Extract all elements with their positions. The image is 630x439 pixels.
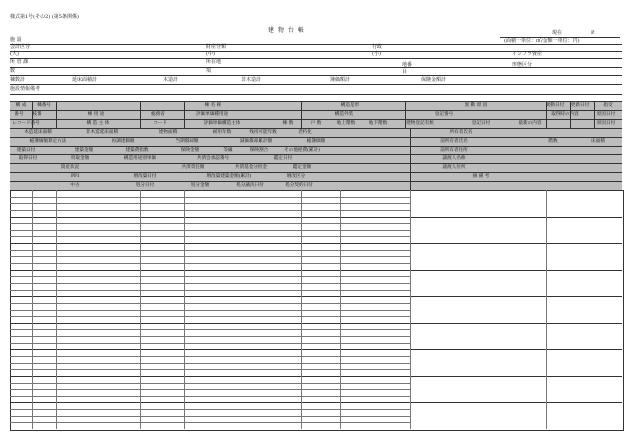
header-rule (10, 163, 622, 164)
page-number-label: P. (591, 30, 595, 36)
header-rule (10, 110, 622, 111)
column-header-cell: 前所有者住所 (440, 147, 468, 153)
column-header-cell: 登記日付 (471, 120, 491, 126)
column-header-cell: 帳簿価額 (306, 138, 326, 144)
header-rule (10, 137, 622, 138)
column-header-cell: 前所有者氏名 (440, 138, 468, 144)
column-header-cell: 構 成 (15, 103, 27, 108)
column-header-cell: 摘 備 考 (472, 174, 490, 180)
column-header-cell: 最新の内容 (518, 120, 542, 126)
row-rule (10, 290, 410, 291)
column-header-cell: 鑑定金額 (292, 165, 312, 171)
column-header-cell: 建物登記有無 (406, 120, 434, 126)
location-label: 所在地 (206, 59, 222, 65)
column-header-cell: 資産状況 (60, 165, 80, 171)
column-header-cell: 指受 (603, 103, 613, 108)
column-header-cell: 原因日付 (596, 111, 616, 117)
row-rule (10, 363, 410, 364)
column-header-cell: 構造是形 (340, 103, 360, 108)
row-rule (10, 276, 410, 277)
row-rule (10, 389, 410, 390)
column-header-cell: 等級 (223, 147, 233, 153)
row-rule (10, 336, 410, 337)
form-id: 様式第1号(その2) (第5条関係) (10, 14, 79, 20)
row-rule (10, 223, 410, 224)
column-header-cell: 建築費指数 (125, 147, 149, 153)
row-rule (10, 343, 410, 344)
infra-asset-label: インフラ資産 (512, 51, 543, 57)
column-header-cell: コード (153, 120, 167, 126)
column-header-cell: 原因日付 (596, 120, 616, 126)
column-header-cell: 増改築日付 (133, 174, 157, 180)
column-header-cell: 共済基金分担金 (234, 165, 268, 171)
header-divider (405, 101, 406, 128)
class-large: (大) (10, 51, 19, 57)
column-header-cell: 減価償却累計額 (239, 138, 273, 144)
row-rule (10, 210, 410, 211)
row-rule (10, 283, 410, 284)
column-header-cell: 建築金額 (74, 147, 94, 153)
sub-item-label: 目 (402, 69, 408, 75)
class-medium: (中) (206, 51, 215, 57)
column-header-cell: 登記番号 (434, 111, 454, 117)
facility-label: 施 設 (10, 37, 22, 43)
header-rule (10, 181, 622, 182)
row-rule (10, 303, 410, 304)
block-rule (10, 349, 622, 350)
building-count-total: 棟数計 (10, 77, 26, 83)
row-rule (10, 250, 410, 251)
row-rule (10, 416, 410, 417)
column-header-cell: 棟 名 称 (204, 103, 222, 108)
column-header-cell: 床面積 (591, 138, 605, 144)
header-divider (56, 101, 57, 128)
column-header-cell: 処分議決日付 (236, 183, 264, 189)
header-divider (32, 101, 33, 128)
column-header-cell: 譲渡人名称 (442, 156, 466, 162)
column-divider (340, 190, 341, 429)
row-rule (10, 329, 410, 330)
column-header-cell: 異 動 原 因 (464, 103, 488, 108)
column-header-cell: 評価単価種用途 (195, 111, 229, 117)
block-rule (10, 217, 622, 218)
column-header-cell: 保険割合 (249, 147, 269, 153)
column-header-cell: 共済責任額 (181, 165, 205, 171)
column-header-cell: 地上階数 (336, 120, 356, 126)
form-type-label: 形態区分 (512, 62, 533, 68)
row-rule (10, 409, 410, 410)
header-divider (546, 101, 547, 128)
column-header-cell: 棟番号 (37, 103, 51, 108)
column-header-cell: 処分日付 (135, 183, 155, 189)
column-header-cell: 増改区分 (286, 174, 306, 180)
column-header-cell: 取得日付 (18, 156, 38, 162)
row-rule (10, 316, 410, 317)
header-divider (301, 101, 302, 128)
column-header-grid (10, 101, 622, 190)
column-header-cell: 異動日付 (545, 103, 565, 108)
department-label: 所 管 課 (10, 59, 29, 65)
non-wooden-total: 非木造計 (241, 77, 262, 83)
row-rule (10, 203, 410, 204)
column-header-cell: 所有者氏名 (449, 129, 473, 135)
row-rule (10, 310, 410, 311)
column-header-cell: 地下階数 (368, 120, 388, 126)
column-header-cell: 増改築建築金額(累計) (206, 174, 252, 180)
column-header-cell: 階数 (548, 138, 558, 144)
row-rule (10, 383, 410, 384)
header-divider (594, 101, 595, 128)
header-rule (10, 146, 622, 147)
column-header-cell: 共済会承認番号 (196, 156, 230, 162)
block-rule (10, 323, 622, 324)
header-divider (184, 101, 185, 128)
column-header-cell: 木造延床面積 (24, 129, 52, 135)
column-divider (546, 190, 547, 429)
column-header-cell: 譲渡人住所 (442, 165, 466, 171)
column-header-cell: 番号 (14, 111, 24, 117)
column-header-cell: 中古 (70, 183, 80, 189)
column-header-cell: 非木造延床面積 (85, 129, 119, 135)
column-divider (301, 190, 302, 429)
column-header-cell: 当期償却額 (175, 138, 199, 144)
column-header-cell: 老朽化 (298, 129, 312, 135)
header-rule (10, 154, 622, 155)
register-body (10, 190, 622, 429)
column-divider (140, 190, 141, 429)
column-header-cell: 再調達価額 (111, 138, 135, 144)
column-divider (410, 190, 411, 429)
item-label: 項 (206, 68, 212, 74)
row-rule (10, 396, 410, 397)
column-header-cell: 耐用年数 (212, 129, 232, 135)
header-divider (140, 101, 141, 128)
property-class-label: 財産分類 (206, 44, 227, 50)
admin-label: 行政 (372, 44, 383, 50)
column-header-cell: 戸 数 (310, 120, 322, 126)
column-header-cell: 建築日付 (16, 147, 36, 153)
block-rule (10, 190, 622, 191)
column-header-cell: 保険金額 (180, 147, 200, 153)
column-header-cell: 評価単価構造主体 (203, 120, 241, 126)
block-rule (10, 402, 622, 403)
row-rule (10, 197, 410, 198)
header-rule (10, 119, 622, 120)
column-header-cell: その他経費(累計) (284, 147, 320, 153)
header-rule (10, 101, 622, 102)
column-header-cell: 鑑定日付 (273, 156, 293, 162)
column-header-cell: 更新日付 (570, 103, 590, 108)
block-rule (10, 270, 622, 271)
block-rule (10, 296, 622, 297)
column-header-cell: 棟 用 途 (87, 111, 105, 117)
column-divider (184, 190, 185, 429)
column-header-cell: 残用可能年数 (249, 129, 277, 135)
column-header-cell: PFI (70, 174, 80, 180)
accounting-label: 会計区分 (10, 44, 31, 50)
row-rule (10, 369, 410, 370)
column-header-cell: 枝番 (32, 111, 42, 117)
block-rule (10, 243, 622, 244)
row-rule (10, 263, 410, 264)
floor-area-total: 延床面積計 (72, 77, 98, 83)
column-header-cell: 取得時の内容 (551, 111, 579, 117)
column-divider (56, 190, 57, 429)
lot-number-label: 地番 (402, 62, 413, 68)
column-header-cell: 処分契約日付 (285, 183, 313, 189)
row-rule (10, 422, 410, 423)
row-rule (10, 356, 410, 357)
facility-notes-label: 施設情報備考 (10, 86, 41, 92)
column-header-cell: 構造用途別単価 (123, 156, 157, 162)
column-divider (32, 190, 33, 429)
column-header-cell: 処分金額 (190, 183, 210, 189)
column-header-cell: 帳簿価額算定方法 (29, 138, 67, 144)
header-divider (410, 128, 411, 190)
column-header-cell: 構 造 主 体 (86, 120, 110, 126)
block-rule (10, 376, 622, 377)
count-label: 数 (10, 68, 16, 74)
as-of-label: 現在 (552, 30, 563, 36)
column-header-cell: 建物面積 (158, 129, 178, 135)
page-title: 建 物 台 帳 (268, 27, 305, 34)
column-header-cell: 棟 数 (282, 120, 294, 126)
column-header-cell: 買取金額 (70, 156, 90, 162)
column-header-cell: 総務省 (151, 111, 165, 117)
column-header-cell: 構造外装 (334, 111, 354, 117)
class-small: (小) (372, 51, 381, 57)
header-rule (10, 172, 622, 173)
header-rule (10, 128, 622, 129)
book-value-total: 簿価額計 (330, 77, 351, 83)
row-rule (10, 230, 410, 231)
row-rule (10, 256, 410, 257)
header-divider (570, 101, 571, 128)
row-rule (10, 236, 410, 237)
wooden-total: 木造計 (163, 77, 179, 83)
units-label: (面積一単位：㎡/金額一単位：円) (504, 38, 580, 44)
column-header-cell: レコード番号 (12, 120, 40, 126)
insurance-total: 保険金額計 (421, 77, 447, 83)
